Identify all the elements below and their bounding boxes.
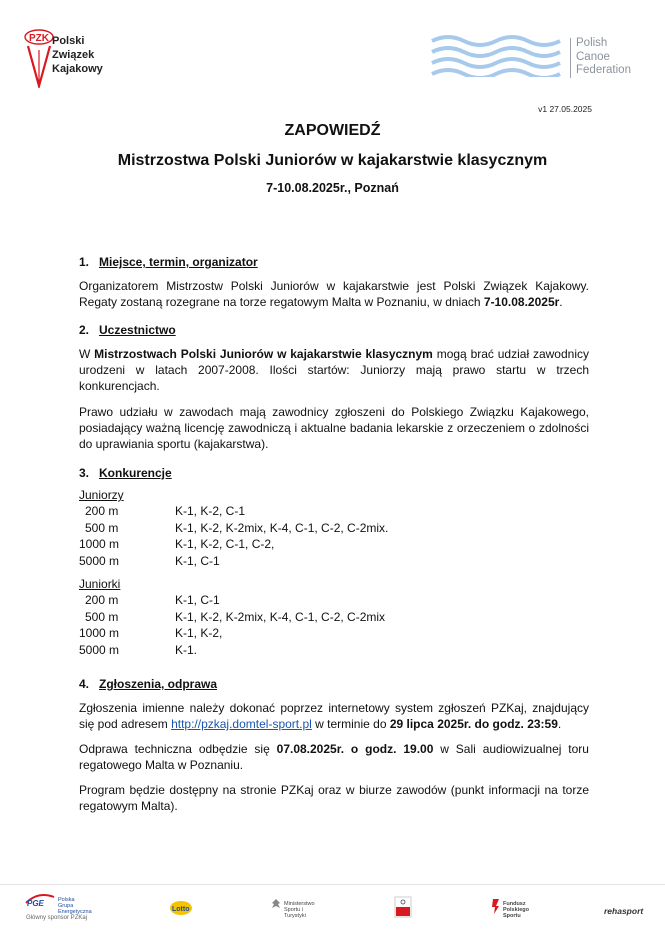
olympic-flag-icon: [394, 896, 412, 918]
event-distance: 1000 m: [79, 537, 120, 551]
event-distance: 200 m: [85, 593, 119, 607]
pcf-line-2: Canoe: [576, 50, 610, 63]
lotto-logo-icon: [169, 900, 193, 916]
event-row: [79, 592, 589, 609]
event-distance: 500 m: [85, 609, 119, 624]
event-row: [79, 536, 589, 553]
event-classes: K-1, C-1: [175, 593, 220, 607]
text-span: .: [557, 717, 562, 731]
eagle-icon: [270, 897, 282, 913]
header-divider: [570, 38, 571, 78]
event-classes: K-1, C-1: [175, 553, 220, 568]
section-1-number: 1.: [79, 255, 90, 269]
fundusz-icon: [490, 897, 502, 915]
category-juniorzy: [79, 487, 589, 569]
section-4-title: Zgłoszenia, odprawa: [99, 677, 218, 691]
event-row: [79, 642, 589, 659]
footer-divider: [0, 884, 665, 885]
text-span: Organizatorem Mistrzostw Polski Juniorów w kajakarstwie jest Polski Związek Kajakowy. Regaty zostaną rozegrane na torze regatowym Malta w Poznaniu, w dniach: [79, 279, 589, 309]
registration-deadline: 29 lipca 2025r. do godz. 23:59: [389, 717, 558, 731]
section-4-paragraph-2: [79, 741, 589, 773]
section-3-title: Konkurencje: [99, 466, 172, 480]
category-name: Juniorzy: [79, 488, 124, 502]
event-name-bold: Mistrzostwach Polski Juniorów w kajakarstwie klasycznym: [94, 347, 433, 361]
section-4-number: 4.: [79, 677, 90, 691]
category-name: Juniorki: [79, 577, 121, 591]
pge-logo-icon: [24, 893, 58, 907]
section-1-heading: [79, 254, 589, 270]
event-classes: K-1, K-2, C-1, C-2,: [175, 537, 275, 551]
text-span: W: [79, 347, 95, 361]
event-distance: 5000 m: [79, 553, 120, 568]
section-3: [79, 465, 589, 658]
event-dates: 7-10.08.2025r: [483, 295, 560, 309]
pcf-waves-logo: [430, 33, 562, 77]
event-distance: 5000 m: [79, 642, 120, 657]
pcf-line-3: Federation: [576, 64, 631, 76]
section-2-paragraph-1: [79, 346, 589, 394]
section-2: [79, 322, 589, 452]
text-span: Zgłoszenia imienne należy dokonać poprzez internetowy system zgłoszeń PZKaj, znajdujący się pod adresem: [79, 701, 589, 731]
document-version: v1 27.05.2025: [538, 104, 592, 114]
event-distance: 500 m: [85, 520, 119, 535]
lotto-logo-text: Lotto: [172, 906, 190, 913]
event-classes: K-1, K-2, C-1: [175, 504, 246, 518]
event-classes: K-1, K-2, K-2mix, K-4, C-1, C-2, C-2mix.: [175, 520, 389, 535]
pkol-logo: [394, 896, 412, 922]
pzk-line-1: Polski: [52, 35, 85, 47]
lotto-logo: [169, 900, 193, 920]
event-row: [79, 553, 589, 570]
text-span: Odprawa techniczna odbędzie się: [79, 742, 277, 756]
section-1-title: Miejsce, termin, organizator: [99, 255, 258, 269]
section-4: [79, 676, 589, 814]
event-classes: K-1, K-2,: [175, 626, 223, 640]
event-classes: K-1, K-2, K-2mix, K-4, C-1, C-2, C-2mix: [175, 609, 386, 624]
section-1: [79, 254, 589, 310]
section-1-paragraph: [79, 278, 589, 310]
event-row: [79, 609, 589, 626]
pge-small-text: Polska Grupa Energetyczna: [58, 897, 92, 915]
pcf-name: [576, 37, 631, 78]
pzk-line-3: Kajakowy: [52, 63, 103, 75]
document-title: ZAPOWIEDŹ: [284, 122, 381, 139]
section-2-number: 2.: [79, 323, 90, 337]
briefing-datetime: 07.08.2025r. o godz. 19.00: [276, 742, 434, 756]
section-3-number: 3.: [79, 466, 90, 480]
text-span: mogą brać udział zawodnicy urodzeni w latach 2007-2008. Ilości startów: Juniorzy mają prawo startu w trzech konkurencjach.: [79, 347, 589, 393]
text-span: .: [559, 295, 563, 309]
event-classes: K-1.: [175, 642, 198, 657]
document-date-place: 7-10.08.2025r., Poznań: [266, 181, 399, 195]
text-span: w Sali audiowizualnej toru regatowego Malta w Poznaniu.: [79, 742, 589, 772]
section-2-paragraph-2: Prawo udziału w zawodach mają zawodnicy zgłoszeni do Polskiego Związku Kajakowego, posiadający ważną licencję zawodniczą i aktualne badania lekarskie z orzeczeniem o zdolności do uprawiania sportu (kajakarstwa).: [79, 405, 589, 451]
section-3-heading: [79, 465, 589, 481]
fundusz-text: Fundusz Polskiego Sportu: [503, 901, 529, 919]
pge-sponsor: [24, 893, 94, 927]
registration-link[interactable]: http://pzkaj.domtel-sport.pl: [171, 717, 312, 731]
event-row: [79, 625, 589, 642]
event-row: [79, 520, 589, 537]
event-distance: 200 m: [85, 504, 119, 518]
section-2-heading: [79, 322, 589, 338]
ministry-text: Ministerstwo Sportu i Turystyki: [284, 901, 315, 919]
category-juniorki: [79, 576, 589, 658]
main-sponsor-label: Główny sponsor PZKaj: [26, 915, 88, 921]
text-span: w terminie do: [311, 717, 390, 731]
pzk-line-2: Związek: [52, 49, 95, 61]
event-row: [79, 503, 589, 520]
pge-logo-text: PGE: [27, 899, 44, 907]
event-distance: 1000 m: [79, 626, 120, 640]
section-2-title: Uczestnictwo: [99, 323, 176, 337]
section-4-paragraph-3: Program będzie dostępny na stronie PZKaj oraz w biurze zawodów (punkt informacji na torze regatowym Malta).: [79, 783, 589, 813]
section-4-paragraph-1: [79, 700, 589, 732]
pcf-line-1: Polish: [576, 37, 608, 49]
pzk-logo-letters: PZK: [29, 33, 49, 44]
section-4-heading: [79, 676, 589, 692]
document-subtitle: Mistrzostwa Polski Juniorów w kajakarstwie klasycznym: [117, 152, 548, 169]
pzk-name: [52, 34, 103, 76]
rehasport-logo: rehasport: [604, 906, 644, 916]
